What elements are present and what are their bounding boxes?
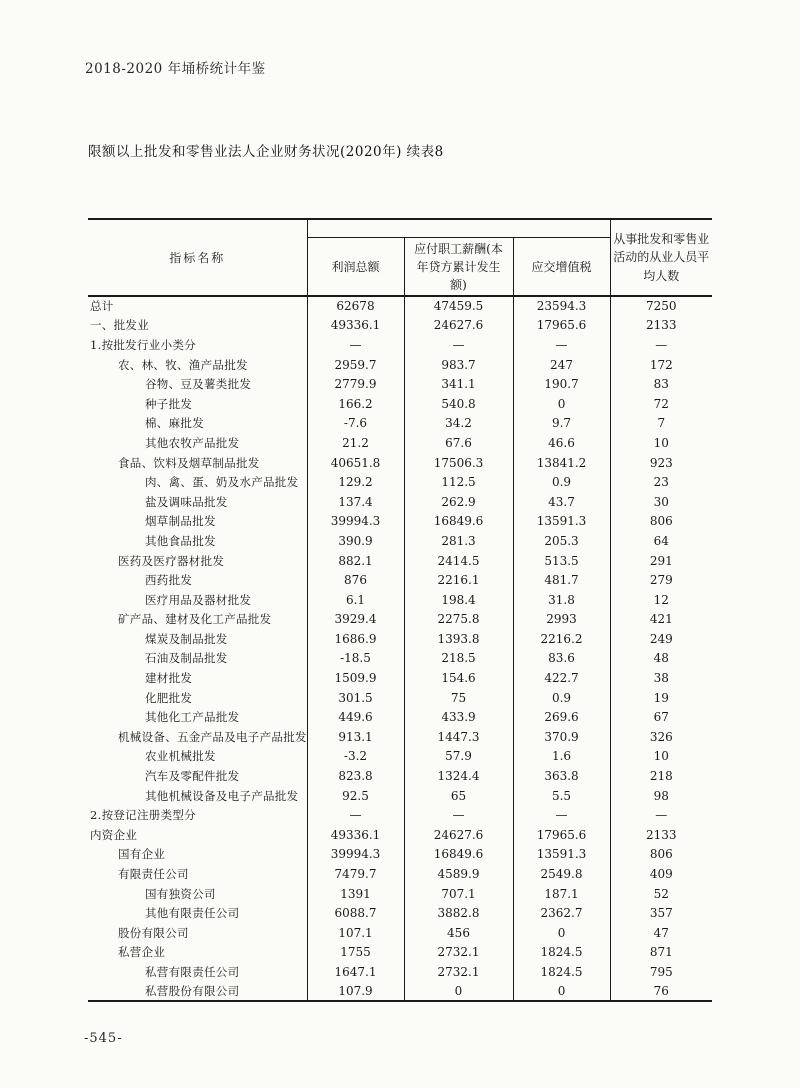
value-cell: 1686.9 bbox=[307, 629, 404, 649]
value-cell: 2993 bbox=[513, 610, 610, 630]
table-row bbox=[88, 355, 712, 375]
table-row bbox=[88, 943, 712, 963]
value-cell: 1447.3 bbox=[404, 727, 513, 747]
indicator-cell: 私营企业 bbox=[118, 945, 166, 960]
value-cell: 7479.7 bbox=[307, 864, 404, 884]
table-row bbox=[88, 296, 712, 316]
header-payroll-payable: 应付职工薪酬(本年贷方累计发生额) bbox=[404, 238, 513, 297]
value-cell: 2216.2 bbox=[513, 629, 610, 649]
value-cell: 198.4 bbox=[404, 590, 513, 610]
table-row bbox=[88, 472, 712, 492]
value-cell: 39994.3 bbox=[307, 845, 404, 865]
value-cell: 129.2 bbox=[307, 472, 404, 492]
indicator-cell: 农、林、牧、渔产品批发 bbox=[118, 357, 248, 372]
table-row bbox=[88, 845, 712, 865]
indicator-cell: 煤炭及制品批发 bbox=[145, 631, 228, 646]
financial-status-table bbox=[88, 218, 712, 1002]
indicator-cell: 食品、饮料及烟草制品批发 bbox=[118, 455, 260, 470]
value-cell: 249 bbox=[610, 629, 712, 649]
value-cell: 1824.5 bbox=[513, 962, 610, 982]
value-cell: 0 bbox=[513, 923, 610, 943]
value-cell: 281.3 bbox=[404, 531, 513, 551]
table-title: 限额以上批发和零售业法人企业财务状况(2020年) 续表8 bbox=[88, 144, 444, 160]
value-cell: 16849.6 bbox=[404, 845, 513, 865]
table-row bbox=[88, 884, 712, 904]
indicator-cell: 内资企业 bbox=[90, 827, 138, 842]
table-row bbox=[88, 962, 712, 982]
value-cell: 67.6 bbox=[404, 433, 513, 453]
value-cell: 2362.7 bbox=[513, 903, 610, 923]
value-cell: 17506.3 bbox=[404, 453, 513, 473]
value-cell: 40651.8 bbox=[307, 453, 404, 473]
value-cell: 2549.8 bbox=[513, 864, 610, 884]
value-cell: 3929.4 bbox=[307, 610, 404, 630]
table-row bbox=[88, 551, 712, 571]
table-row bbox=[88, 316, 712, 336]
value-cell: 1391 bbox=[307, 884, 404, 904]
table-row bbox=[88, 492, 712, 512]
value-cell: 13841.2 bbox=[513, 453, 610, 473]
value-cell: 4589.9 bbox=[404, 864, 513, 884]
value-cell: 137.4 bbox=[307, 492, 404, 512]
value-cell: 19 bbox=[610, 688, 712, 708]
table-row bbox=[88, 982, 712, 1002]
value-cell: 21.2 bbox=[307, 433, 404, 453]
value-cell: 107.1 bbox=[307, 923, 404, 943]
value-cell: 48 bbox=[610, 649, 712, 669]
value-cell: 2133 bbox=[610, 825, 712, 845]
value-cell: 983.7 bbox=[404, 355, 513, 375]
table-row bbox=[88, 766, 712, 786]
table-row bbox=[88, 531, 712, 551]
header-vat-payable: 应交增值税 bbox=[513, 238, 610, 297]
value-cell: 218.5 bbox=[404, 649, 513, 669]
value-cell: 39994.3 bbox=[307, 512, 404, 532]
table-row bbox=[88, 414, 712, 434]
value-cell: 43.7 bbox=[513, 492, 610, 512]
value-cell: 326 bbox=[610, 727, 712, 747]
value-cell: 16849.6 bbox=[404, 512, 513, 532]
value-cell: 17965.6 bbox=[513, 825, 610, 845]
value-cell: 291 bbox=[610, 551, 712, 571]
value-cell: 7 bbox=[610, 414, 712, 434]
value-cell: 279 bbox=[610, 570, 712, 590]
value-cell: 13591.3 bbox=[513, 845, 610, 865]
table-row bbox=[88, 786, 712, 806]
value-cell: 481.7 bbox=[513, 570, 610, 590]
table-row bbox=[88, 570, 712, 590]
table-row bbox=[88, 335, 712, 355]
value-cell: 421 bbox=[610, 610, 712, 630]
value-cell: 72 bbox=[610, 394, 712, 414]
table-row bbox=[88, 923, 712, 943]
value-cell: 13591.3 bbox=[513, 512, 610, 532]
indicator-cell: 国有独资公司 bbox=[145, 886, 216, 901]
value-cell: 2959.7 bbox=[307, 355, 404, 375]
value-cell: 1324.4 bbox=[404, 766, 513, 786]
table-row bbox=[88, 394, 712, 414]
value-cell: 923 bbox=[610, 453, 712, 473]
value-cell: 83.6 bbox=[513, 649, 610, 669]
value-cell: 262.9 bbox=[404, 492, 513, 512]
value-cell: 166.2 bbox=[307, 394, 404, 414]
value-cell: 205.3 bbox=[513, 531, 610, 551]
table-row bbox=[88, 649, 712, 669]
value-cell: — bbox=[404, 805, 513, 825]
table-row bbox=[88, 747, 712, 767]
value-cell: 67 bbox=[610, 707, 712, 727]
indicator-cell: 谷物、豆及薯类批发 bbox=[145, 377, 252, 392]
value-cell: 46.6 bbox=[513, 433, 610, 453]
value-cell: 0.9 bbox=[513, 688, 610, 708]
value-cell: 92.5 bbox=[307, 786, 404, 806]
value-cell: 24627.6 bbox=[404, 316, 513, 336]
indicator-cell: 汽车及零配件批发 bbox=[145, 769, 240, 784]
value-cell: 112.5 bbox=[404, 472, 513, 492]
value-cell: 1.6 bbox=[513, 747, 610, 767]
indicator-cell: 石油及制品批发 bbox=[145, 651, 228, 666]
value-cell: 76 bbox=[610, 982, 712, 1002]
value-cell: 871 bbox=[610, 943, 712, 963]
indicator-cell: 国有企业 bbox=[118, 847, 166, 862]
value-cell: 2216.1 bbox=[404, 570, 513, 590]
header-spanner bbox=[307, 219, 610, 238]
value-cell: -3.2 bbox=[307, 747, 404, 767]
value-cell: 12 bbox=[610, 590, 712, 610]
value-cell: 187.1 bbox=[513, 884, 610, 904]
value-cell: 390.9 bbox=[307, 531, 404, 551]
value-cell: 47 bbox=[610, 923, 712, 943]
value-cell: 913.1 bbox=[307, 727, 404, 747]
value-cell: 2779.9 bbox=[307, 374, 404, 394]
table-row bbox=[88, 512, 712, 532]
value-cell: 75 bbox=[404, 688, 513, 708]
table-row bbox=[88, 668, 712, 688]
value-cell: 23594.3 bbox=[513, 296, 610, 316]
indicator-cell: 建材批发 bbox=[145, 671, 193, 686]
value-cell: 357 bbox=[610, 903, 712, 923]
indicator-cell: 种子批发 bbox=[145, 396, 193, 411]
value-cell: 2732.1 bbox=[404, 962, 513, 982]
value-cell: 23 bbox=[610, 472, 712, 492]
value-cell: 1509.9 bbox=[307, 668, 404, 688]
table-row bbox=[88, 805, 712, 825]
table-row bbox=[88, 629, 712, 649]
table-row bbox=[88, 374, 712, 394]
value-cell: 882.1 bbox=[307, 551, 404, 571]
indicator-cell: 肉、禽、蛋、奶及水产品批发 bbox=[145, 475, 299, 490]
value-cell: 190.7 bbox=[513, 374, 610, 394]
table-row bbox=[88, 433, 712, 453]
value-cell: 1755 bbox=[307, 943, 404, 963]
indicator-cell: 农业机械批发 bbox=[145, 749, 216, 764]
value-cell: — bbox=[513, 805, 610, 825]
value-cell: 218 bbox=[610, 766, 712, 786]
value-cell: 0.9 bbox=[513, 472, 610, 492]
value-cell: 2133 bbox=[610, 316, 712, 336]
value-cell: 52 bbox=[610, 884, 712, 904]
table-row bbox=[88, 825, 712, 845]
header-total-profit: 利润总额 bbox=[307, 238, 404, 297]
value-cell: 30 bbox=[610, 492, 712, 512]
indicator-cell: 1.按批发行业小类分 bbox=[90, 337, 196, 352]
indicator-cell: 私营股份有限公司 bbox=[145, 984, 240, 999]
indicator-cell: 其他有限责任公司 bbox=[145, 906, 240, 921]
table-row bbox=[88, 688, 712, 708]
value-cell: 1647.1 bbox=[307, 962, 404, 982]
table-row bbox=[88, 590, 712, 610]
table-row bbox=[88, 727, 712, 747]
table-row bbox=[88, 610, 712, 630]
value-cell: — bbox=[610, 805, 712, 825]
value-cell: 64 bbox=[610, 531, 712, 551]
indicator-cell: 化肥批发 bbox=[145, 690, 193, 705]
value-cell: 5.5 bbox=[513, 786, 610, 806]
value-cell: 9.7 bbox=[513, 414, 610, 434]
indicator-cell: 机械设备、五金产品及电子产品批发 bbox=[118, 729, 307, 744]
value-cell: 2732.1 bbox=[404, 943, 513, 963]
header-avg-staff: 从事批发和零售业活动的从业人员平均人数 bbox=[610, 219, 712, 296]
book-title: 2018-2020 年埇桥统计年鉴 bbox=[85, 61, 266, 77]
value-cell: 10 bbox=[610, 747, 712, 767]
table-header bbox=[88, 219, 712, 296]
value-cell: 10 bbox=[610, 433, 712, 453]
value-cell: 17965.6 bbox=[513, 316, 610, 336]
indicator-cell: 医药及医疗器材批发 bbox=[118, 553, 225, 568]
value-cell: -7.6 bbox=[307, 414, 404, 434]
value-cell: 370.9 bbox=[513, 727, 610, 747]
value-cell: 24627.6 bbox=[404, 825, 513, 845]
value-cell: 154.6 bbox=[404, 668, 513, 688]
value-cell: 795 bbox=[610, 962, 712, 982]
indicator-cell: 矿产品、建材及化工产品批发 bbox=[118, 612, 272, 627]
value-cell: 49336.1 bbox=[307, 316, 404, 336]
header-indicator-name: 指标名称 bbox=[88, 219, 307, 296]
value-cell: 707.1 bbox=[404, 884, 513, 904]
indicator-cell: 西药批发 bbox=[145, 573, 193, 588]
value-cell: 269.6 bbox=[513, 707, 610, 727]
indicator-cell: 2.按登记注册类型分 bbox=[90, 808, 196, 823]
value-cell: 540.8 bbox=[404, 394, 513, 414]
indicator-cell: 棉、麻批发 bbox=[145, 416, 204, 431]
value-cell: 49336.1 bbox=[307, 825, 404, 845]
value-cell: 57.9 bbox=[404, 747, 513, 767]
value-cell: 806 bbox=[610, 845, 712, 865]
value-cell: 65 bbox=[404, 786, 513, 806]
value-cell: 433.9 bbox=[404, 707, 513, 727]
table-row bbox=[88, 903, 712, 923]
indicator-cell: 一、批发业 bbox=[90, 318, 149, 333]
indicator-cell: 其他食品批发 bbox=[145, 533, 216, 548]
indicator-cell: 其他农牧产品批发 bbox=[145, 435, 240, 450]
indicator-cell: 股份有限公司 bbox=[118, 925, 189, 940]
value-cell: 2275.8 bbox=[404, 610, 513, 630]
value-cell: 62678 bbox=[307, 296, 404, 316]
page-number: -545- bbox=[84, 1031, 123, 1046]
table-body bbox=[88, 296, 712, 1001]
value-cell: 34.2 bbox=[404, 414, 513, 434]
indicator-cell: 医疗用品及器材批发 bbox=[145, 592, 252, 607]
value-cell: 6.1 bbox=[307, 590, 404, 610]
value-cell: -18.5 bbox=[307, 649, 404, 669]
value-cell: 0 bbox=[513, 982, 610, 1002]
value-cell: — bbox=[404, 335, 513, 355]
value-cell: — bbox=[610, 335, 712, 355]
indicator-cell: 私营有限责任公司 bbox=[145, 964, 240, 979]
indicator-cell: 其他机械设备及电子产品批发 bbox=[145, 788, 299, 803]
value-cell: 823.8 bbox=[307, 766, 404, 786]
value-cell: 31.8 bbox=[513, 590, 610, 610]
value-cell: 38 bbox=[610, 668, 712, 688]
value-cell: 247 bbox=[513, 355, 610, 375]
value-cell: 98 bbox=[610, 786, 712, 806]
value-cell: 341.1 bbox=[404, 374, 513, 394]
table-row bbox=[88, 453, 712, 473]
value-cell: 3882.8 bbox=[404, 903, 513, 923]
value-cell: 6088.7 bbox=[307, 903, 404, 923]
value-cell: — bbox=[307, 335, 404, 355]
value-cell: 422.7 bbox=[513, 668, 610, 688]
value-cell: 409 bbox=[610, 864, 712, 884]
value-cell: 876 bbox=[307, 570, 404, 590]
value-cell: 83 bbox=[610, 374, 712, 394]
table-row bbox=[88, 707, 712, 727]
indicator-cell: 总计 bbox=[90, 299, 114, 314]
value-cell: 2414.5 bbox=[404, 551, 513, 571]
value-cell: — bbox=[513, 335, 610, 355]
indicator-cell: 其他化工产品批发 bbox=[145, 710, 240, 725]
value-cell: 0 bbox=[513, 394, 610, 414]
value-cell: 301.5 bbox=[307, 688, 404, 708]
value-cell: 172 bbox=[610, 355, 712, 375]
value-cell: 0 bbox=[404, 982, 513, 1002]
value-cell: 1393.8 bbox=[404, 629, 513, 649]
indicator-cell: 盐及调味品批发 bbox=[145, 494, 228, 509]
value-cell: 1824.5 bbox=[513, 943, 610, 963]
indicator-cell: 有限责任公司 bbox=[118, 867, 189, 882]
value-cell: 363.8 bbox=[513, 766, 610, 786]
value-cell: 7250 bbox=[610, 296, 712, 316]
value-cell: 47459.5 bbox=[404, 296, 513, 316]
value-cell: 449.6 bbox=[307, 707, 404, 727]
table-row bbox=[88, 864, 712, 884]
value-cell: 806 bbox=[610, 512, 712, 532]
value-cell: — bbox=[307, 805, 404, 825]
indicator-cell: 烟草制品批发 bbox=[145, 514, 216, 529]
value-cell: 107.9 bbox=[307, 982, 404, 1002]
value-cell: 456 bbox=[404, 923, 513, 943]
value-cell: 513.5 bbox=[513, 551, 610, 571]
